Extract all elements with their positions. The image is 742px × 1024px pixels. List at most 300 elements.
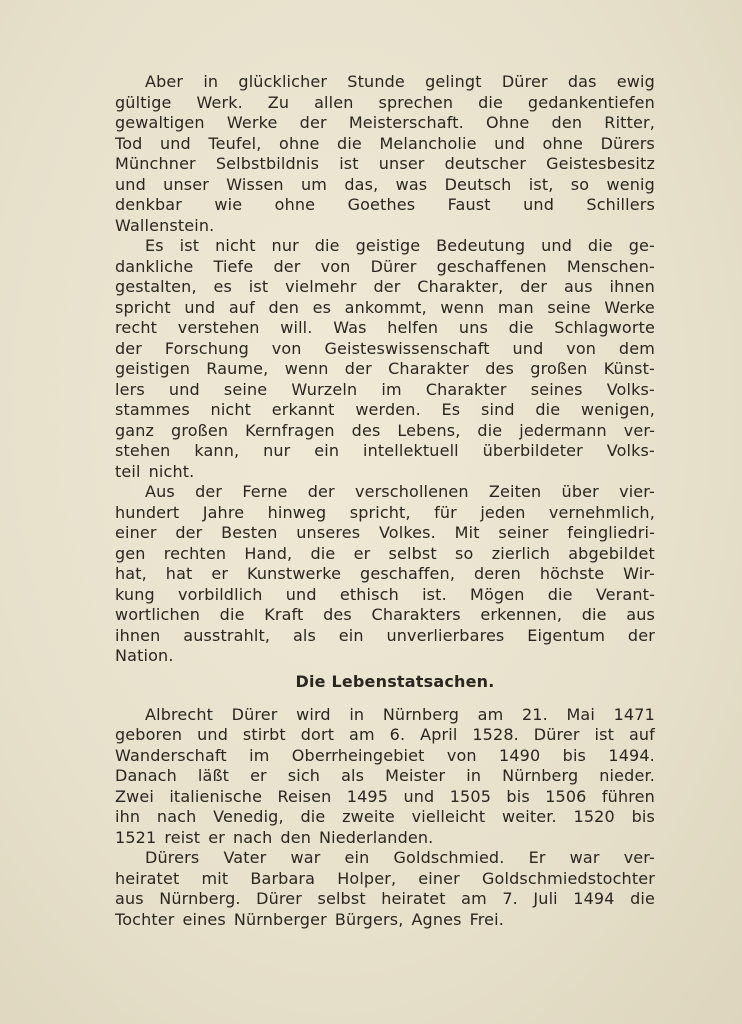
word: und: [115, 174, 146, 194]
word: nach: [156, 807, 197, 826]
word: sprechen: [378, 92, 454, 112]
word: Niederlanden.: [319, 827, 434, 847]
word: bis: [562, 745, 587, 765]
word: Charakters: [371, 605, 461, 624]
word: vielleicht: [411, 807, 486, 826]
word: unser: [378, 154, 425, 173]
word: einer: [115, 523, 157, 542]
text-line: [115, 175, 655, 196]
word: als: [341, 766, 365, 785]
text-line: [115, 236, 655, 257]
text-section-2: [115, 705, 655, 931]
word: die: [581, 605, 607, 624]
word: gewaltigen: [115, 113, 205, 132]
word: Tiefe: [213, 256, 254, 276]
word: Volks-: [606, 379, 655, 399]
text-line: [115, 564, 655, 585]
word: Werke: [226, 113, 278, 132]
text-line: [115, 646, 655, 667]
word: Melancholie: [379, 133, 477, 153]
word: ver-: [623, 848, 655, 867]
word: ver-: [623, 420, 655, 440]
word: überbildeter: [482, 441, 583, 460]
word: Eigentum: [527, 625, 606, 645]
word: und: [512, 338, 544, 358]
word: italienische: [169, 786, 263, 806]
word: ist: [594, 725, 615, 744]
text-line: [115, 482, 655, 503]
word: unser: [163, 174, 209, 194]
word: auf: [628, 725, 655, 744]
word: Kunstwerke: [246, 564, 342, 583]
word: ausstrahlt,: [183, 625, 271, 645]
word: Nürnberger: [233, 909, 327, 929]
word: Wissen: [226, 174, 284, 194]
word: ge-: [628, 236, 655, 255]
word: werden.: [355, 400, 421, 419]
word: großen: [171, 420, 229, 440]
word: den: [268, 297, 300, 317]
word: recht: [115, 318, 158, 337]
text-line: [115, 585, 655, 606]
word: Zwei: [115, 786, 154, 806]
word: unverlierbares: [386, 625, 505, 645]
word: 1528.: [472, 725, 519, 744]
word: Meister: [385, 766, 446, 785]
text-line: [115, 725, 655, 746]
word: und: [541, 236, 572, 255]
word: April: [420, 725, 458, 744]
text-line: [115, 441, 655, 462]
word: vielmehr: [285, 277, 357, 296]
word: der: [307, 482, 335, 501]
word: es: [312, 297, 332, 317]
text-line: [115, 869, 655, 890]
word: dankliche: [115, 256, 194, 276]
word: seine: [223, 379, 268, 399]
word: wenn: [284, 359, 329, 378]
word: er: [353, 543, 371, 563]
word: ohne: [274, 195, 316, 214]
word: so: [455, 543, 474, 563]
word: die: [630, 889, 655, 908]
word: und: [523, 195, 554, 214]
word: großen: [530, 359, 588, 378]
word: Aber: [145, 72, 184, 91]
word: von: [566, 338, 597, 358]
word: in: [203, 72, 219, 91]
word: aus: [563, 277, 593, 296]
word: hat,: [115, 564, 147, 583]
text-line: [115, 746, 655, 767]
word: geistige: [355, 236, 421, 255]
word: wenigen,: [580, 400, 655, 419]
word: nur: [271, 236, 299, 255]
word: ein: [344, 848, 370, 867]
word: das: [567, 72, 597, 91]
word: zweite: [342, 807, 395, 826]
word: Charakter: [388, 359, 469, 378]
word: ohne: [279, 133, 320, 153]
word: Meisterschaft.: [348, 113, 464, 132]
word: dem: [618, 338, 655, 358]
word: bis: [631, 807, 655, 826]
text-line: [115, 113, 655, 134]
word: kann,: [194, 441, 240, 460]
word: allen: [314, 92, 354, 112]
word: geboren: [115, 725, 183, 744]
paragraph: [115, 72, 655, 236]
word: Kernfragen: [245, 420, 335, 440]
word: man: [497, 297, 534, 317]
paragraph: [115, 236, 655, 482]
text-line: [115, 544, 655, 565]
word: gelingt: [425, 72, 482, 91]
word: Dürer: [533, 725, 580, 744]
word: der: [273, 256, 301, 276]
word: intellektuell: [362, 441, 459, 460]
word: bis: [506, 786, 530, 806]
word: feingliedri-: [567, 523, 655, 542]
word: aus: [626, 605, 655, 624]
word: 1495: [346, 786, 389, 806]
word: geistigen: [115, 359, 190, 378]
word: Es: [145, 236, 164, 255]
word: geschaffenen: [436, 256, 547, 276]
word: der: [627, 625, 655, 645]
word: Charakter,: [417, 277, 504, 296]
word: Venedig,: [213, 807, 284, 826]
word: Goldschmiedstochter: [482, 868, 655, 888]
word: und: [197, 725, 228, 744]
word: Reisen: [277, 786, 332, 806]
section-heading: Die Lebenstatsachen.: [295, 671, 495, 691]
word: Was: [333, 318, 367, 337]
word: vernehmlich,: [548, 502, 655, 522]
text-line: [115, 462, 655, 483]
text-line: [115, 339, 655, 360]
word: der: [373, 277, 401, 296]
word: Tochter: [115, 909, 175, 929]
word: Nation.: [115, 646, 174, 665]
word: ein: [338, 625, 364, 645]
word: Mögen: [470, 584, 525, 604]
word: nicht: [215, 236, 256, 255]
word: Forschung: [164, 338, 249, 358]
word: über: [561, 482, 599, 501]
word: Menschen-: [566, 256, 655, 276]
word: der: [299, 113, 327, 132]
text-line: [115, 72, 655, 93]
word: selbst: [388, 543, 437, 563]
word: am: [349, 725, 375, 744]
word: Lebens,: [397, 420, 461, 440]
word: Wallenstein.: [115, 215, 215, 235]
word: er: [250, 766, 267, 785]
word: und: [494, 133, 526, 153]
word: Zu: [267, 92, 290, 112]
text-line: [115, 195, 655, 216]
word: vier-: [619, 482, 655, 501]
word: Volkes.: [378, 523, 436, 542]
word: ihnen: [115, 625, 161, 645]
word: die: [219, 605, 245, 624]
word: uns: [458, 318, 488, 337]
word: ohne: [542, 133, 584, 153]
word: läßt: [197, 766, 230, 785]
word: zierlich: [491, 543, 550, 563]
word: ethisch: [339, 584, 399, 604]
page-text: [115, 72, 655, 930]
word: der: [195, 482, 223, 501]
word: Geisteswissenschaft: [324, 338, 490, 358]
word: Dürer: [256, 889, 302, 908]
word: ist: [179, 236, 200, 255]
word: seines: [530, 379, 583, 399]
word: war: [290, 848, 321, 867]
word: Agnes: [411, 909, 462, 929]
word: am: [477, 704, 504, 724]
word: Jahre: [202, 502, 245, 522]
word: die: [535, 400, 561, 419]
word: Goldschmied.: [393, 848, 505, 867]
word: dort: [300, 725, 335, 744]
text-line: [115, 318, 655, 339]
word: stehen: [115, 441, 171, 460]
text-line: [115, 766, 655, 787]
word: gedankentiefen: [527, 92, 655, 112]
word: Wir-: [623, 564, 655, 583]
word: und: [184, 297, 216, 317]
text-line: [115, 787, 655, 808]
word: Teufel,: [208, 133, 262, 153]
word: Stunde: [347, 72, 405, 91]
word: denkbar: [115, 195, 182, 214]
word: für: [434, 502, 457, 522]
word: jedermann: [519, 420, 607, 440]
word: Er: [528, 848, 546, 867]
word: 1490: [499, 745, 541, 765]
word: 1471: [613, 704, 655, 724]
text-line: [115, 134, 655, 155]
word: von: [320, 256, 351, 276]
word: und: [403, 786, 435, 806]
word: Frei.: [469, 909, 504, 929]
word: Schillers: [586, 195, 655, 214]
word: ihnen: [609, 277, 655, 296]
word: Dürer: [370, 256, 417, 276]
word: nicht.: [148, 461, 195, 481]
word: von: [446, 745, 477, 765]
text-line: [115, 154, 655, 175]
word: und: [168, 379, 200, 399]
word: reist: [164, 827, 201, 847]
word: gestalten,: [115, 277, 197, 296]
word: 1505: [449, 786, 492, 806]
word: Vater: [223, 848, 267, 867]
word: Zeiten: [488, 482, 542, 501]
word: verschollenen: [354, 482, 469, 501]
word: Oberrheingebiet: [291, 745, 425, 765]
text-line: [115, 626, 655, 647]
word: sich: [287, 766, 321, 785]
word: Barbara: [250, 868, 316, 888]
word: Juli: [533, 889, 558, 908]
word: seine: [547, 297, 591, 317]
word: Mai: [566, 704, 595, 724]
text-line: [115, 523, 655, 544]
word: ihn: [115, 807, 141, 826]
text-line: [115, 828, 655, 849]
text-line: [115, 298, 655, 319]
word: die: [310, 543, 336, 563]
paragraph: [115, 705, 655, 849]
word: die: [478, 92, 503, 112]
word: und: [285, 584, 317, 604]
word: und: [159, 133, 191, 153]
word: Schlagworte: [554, 318, 655, 337]
word: Dürer: [231, 704, 278, 724]
word: 1506: [545, 786, 587, 806]
word: höchste: [539, 564, 605, 583]
text-line: [115, 910, 655, 931]
word: stammes: [115, 400, 190, 419]
word: rechten: [163, 543, 227, 563]
word: Faust: [447, 195, 491, 214]
word: gültige: [115, 92, 172, 112]
text-line: [115, 848, 655, 869]
word: heiratet: [381, 889, 446, 908]
word: 21.: [521, 704, 548, 724]
word: mit: [201, 868, 229, 888]
word: Mit: [454, 523, 480, 542]
word: spricht: [115, 297, 171, 317]
word: wie: [214, 195, 243, 214]
word: glücklicher: [238, 72, 328, 91]
word: um: [301, 174, 328, 194]
word: jeden: [480, 502, 526, 522]
word: das,: [344, 174, 379, 194]
word: es: [213, 277, 232, 296]
word: gen: [115, 543, 146, 563]
word: Wurzeln: [291, 379, 358, 399]
word: Charakter: [425, 379, 507, 399]
word: ewig: [616, 72, 655, 91]
word: lers: [115, 379, 145, 399]
word: weiter.: [502, 807, 557, 826]
word: Hand,: [244, 543, 293, 563]
word: die: [547, 584, 573, 604]
word: ist,: [528, 174, 554, 194]
word: will.: [280, 318, 313, 337]
word: die: [314, 236, 340, 255]
word: kung: [115, 584, 155, 604]
word: Wanderschaft: [115, 745, 227, 765]
word: Dürers: [145, 848, 200, 867]
text-line: [115, 400, 655, 421]
word: Ritter,: [604, 113, 655, 132]
word: war: [569, 848, 600, 867]
word: in: [349, 704, 365, 724]
word: teil: [115, 461, 141, 481]
text-line: [115, 503, 655, 524]
word: den: [551, 113, 583, 132]
word: Bürgers,: [334, 909, 404, 929]
word: unseres: [296, 523, 361, 542]
word: nieder.: [599, 766, 655, 785]
word: Künst-: [603, 359, 655, 378]
word: Bedeutung: [436, 236, 526, 255]
word: Nürnberg: [502, 766, 579, 785]
word: Selbstbildnis: [215, 154, 320, 173]
text-line: [115, 421, 655, 442]
text-line: [115, 705, 655, 726]
word: erkannt: [271, 400, 335, 419]
word: ganz: [115, 420, 155, 440]
text-line: [115, 889, 655, 910]
word: aus: [115, 889, 144, 908]
word: Werke: [604, 297, 655, 317]
word: führen: [601, 786, 655, 806]
word: seiner: [498, 523, 549, 542]
word: Volks-: [606, 441, 655, 460]
word: Deutsch: [444, 174, 512, 194]
word: er: [211, 564, 229, 583]
word: Ohne: [486, 113, 530, 132]
word: er: [208, 827, 225, 847]
word: ist: [339, 154, 359, 173]
word: 7.: [502, 889, 518, 908]
word: 1521: [115, 827, 157, 847]
word: sind: [480, 400, 515, 419]
word: Werk.: [196, 92, 243, 112]
word: Nürnberg.: [159, 889, 241, 908]
word: verstehen: [177, 318, 260, 337]
word: als: [292, 625, 316, 645]
paragraph: [115, 482, 655, 667]
text-line: [115, 93, 655, 114]
word: 1494: [573, 889, 615, 908]
word: der: [344, 359, 372, 378]
word: die: [300, 807, 326, 826]
word: im: [381, 379, 402, 399]
word: Münchner: [115, 154, 196, 173]
word: wortlichen: [115, 605, 201, 624]
word: Aus: [145, 482, 175, 501]
word: so: [570, 174, 590, 194]
word: der: [520, 277, 548, 296]
word: wenn: [440, 297, 485, 317]
word: eines: [182, 909, 226, 929]
text-line: [115, 359, 655, 380]
word: Raume,: [206, 359, 269, 378]
word: nur: [263, 441, 291, 460]
word: Geistesbesitz: [546, 154, 655, 173]
word: des: [485, 359, 514, 378]
text-line: [115, 380, 655, 401]
text-line: [115, 807, 655, 828]
word: am: [461, 889, 487, 908]
paragraph: [115, 848, 655, 930]
word: hat: [165, 564, 193, 583]
word: abgebildet: [568, 543, 655, 563]
word: des: [351, 420, 381, 440]
word: stirbt: [242, 725, 286, 744]
word: nicht: [210, 400, 252, 419]
word: selbst: [317, 889, 366, 908]
word: der: [115, 338, 143, 358]
word: einer: [418, 868, 460, 888]
